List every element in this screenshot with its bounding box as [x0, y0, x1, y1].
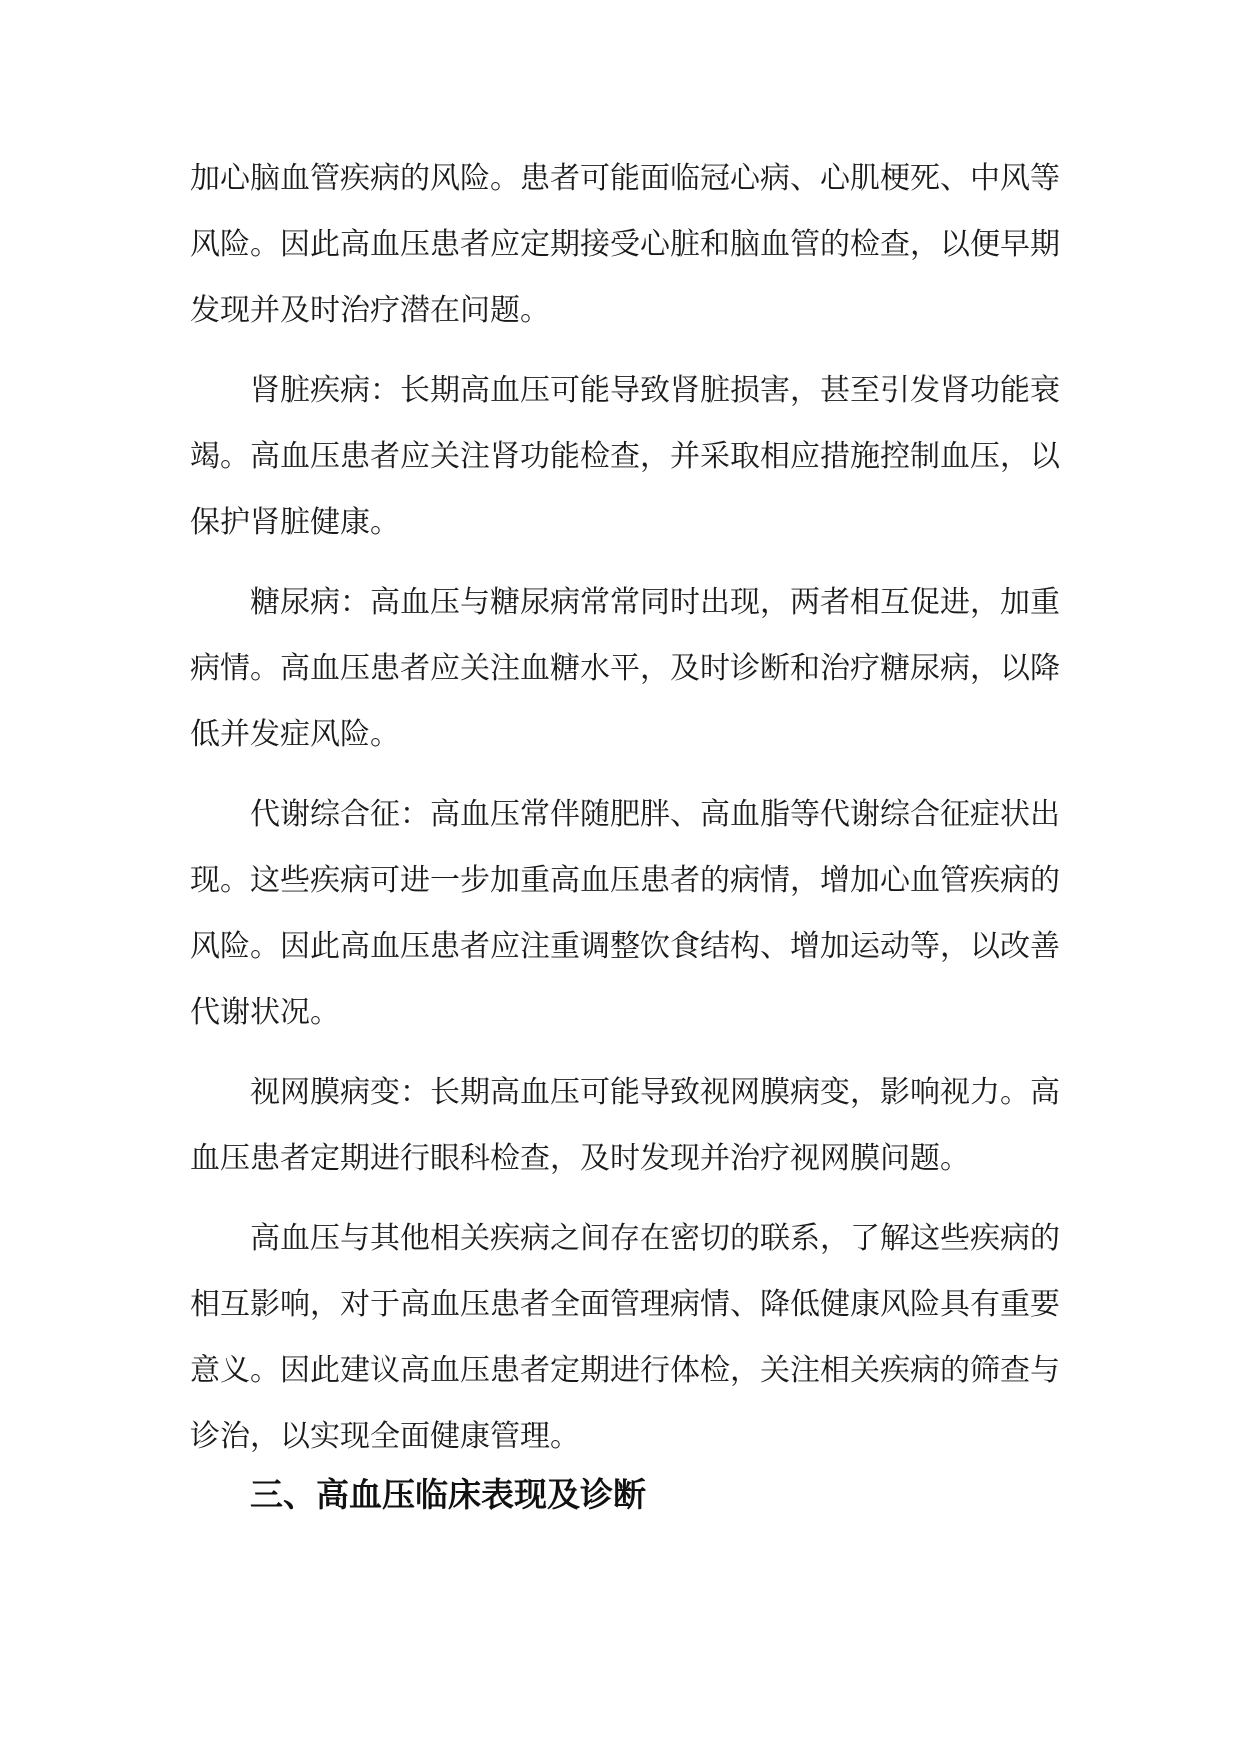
- section-heading: 三、高血压临床表现及诊断: [250, 1475, 646, 1514]
- paragraph-summary: 高血压与其他相关疾病之间存在密切的联系，了解这些疾病的相互影响，对于高血压患者全面管理病情、降低健康风险具有重要意义。因此建议高血压患者定期进行体检，关注相关疾病的筛查与诊治，以实现全面健康管理。: [190, 1221, 1060, 1454]
- paragraph-kidney-disease: 肾脏疾病：长期高血压可能导致肾脏损害，甚至引发肾功能衰竭。高血压患者应关注肾功能检查，并采取相应措施控制血压，以保护肾脏健康。: [190, 373, 1060, 540]
- paragraph-diabetes: 糖尿病：高血压与糖尿病常常同时出现，两者相互促进，加重病情。高血压患者应关注血糖水平，及时诊断和治疗糖尿病，以降低并发症风险。: [190, 585, 1060, 752]
- paragraph-cardio-continued: 加心脑血管疾病的风险。患者可能面临冠心病、心肌梗死、中风等风险。因此高血压患者应定期接受心脏和脑血管的检查，以便早期发现并及时治疗潜在问题。: [190, 161, 1060, 328]
- paragraph-retinopathy: 视网膜病变：长期高血压可能导致视网膜病变，影响视力。高血压患者定期进行眼科检查，及时发现并治疗视网膜问题。: [190, 1075, 1060, 1176]
- body-text: [190, 146, 1060, 1484]
- paragraph-metabolic-syndrome: 代谢综合征：高血压常伴随肥胖、高血脂等代谢综合征症状出现。这些疾病可进一步加重高血压患者的病情，增加心血管疾病的风险。因此高血压患者应注重调整饮食结构、增加运动等，以改善代谢状况。: [190, 797, 1060, 1030]
